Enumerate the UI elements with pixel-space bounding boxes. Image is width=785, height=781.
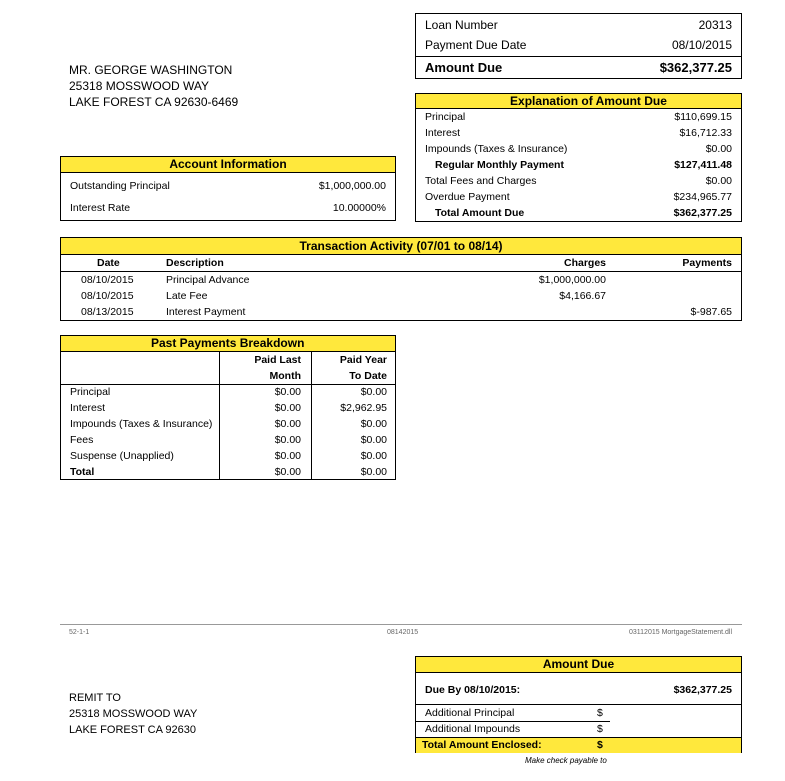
past-ytd: $0.00 <box>360 466 387 478</box>
past-last-month: $0.00 <box>274 402 301 414</box>
borrower-street: 25318 MOSSWOOD WAY <box>69 79 210 93</box>
amount-due-label: Amount Due <box>425 60 503 75</box>
divider <box>416 721 610 722</box>
divider <box>61 384 395 385</box>
divider <box>416 704 741 705</box>
loan-number-label: Loan Number <box>425 18 498 32</box>
txn-charges: $1,000,000.00 <box>538 274 606 286</box>
past-last-month: $0.00 <box>274 466 301 478</box>
coupon-title: Amount Due <box>416 657 741 673</box>
past-label: Impounds (Taxes & Insurance) <box>70 418 213 430</box>
col-header-last-month: Paid Last <box>254 354 301 366</box>
col-header-last-month: Month <box>269 370 301 382</box>
txn-description: Principal Advance <box>166 274 250 286</box>
tear-line <box>60 624 742 625</box>
loan-number: 20313 <box>698 18 732 32</box>
past-label: Principal <box>70 386 111 398</box>
exp-value: $362,377.25 <box>673 207 732 219</box>
explanation-box <box>415 93 742 222</box>
exp-label: Principal <box>425 111 466 123</box>
past-ytd: $0.00 <box>360 434 387 446</box>
explanation-title: Explanation of Amount Due <box>416 94 741 109</box>
exp-value: $0.00 <box>705 143 732 155</box>
remit-address <box>69 690 197 738</box>
txn-date: 08/13/2015 <box>81 306 134 318</box>
txn-description: Late Fee <box>166 290 208 302</box>
exp-label: Regular Monthly Payment <box>435 159 564 171</box>
payment-coupon <box>415 656 742 753</box>
due-by-label: Due By 08/10/2015: <box>425 684 521 696</box>
exp-label: Overdue Payment <box>425 191 510 203</box>
exp-label: Interest <box>425 127 461 139</box>
exp-label: Impounds (Taxes & Insurance) <box>425 143 568 155</box>
past-label: Interest <box>70 402 106 414</box>
exp-label: Total Fees and Charges <box>425 175 537 187</box>
additional-principal-label: Additional Principal <box>425 707 515 719</box>
past-ytd: $0.00 <box>360 450 387 462</box>
exp-value: $234,965.77 <box>673 191 732 203</box>
txn-charges: $4,166.67 <box>559 290 606 302</box>
col-header-description: Description <box>166 257 224 269</box>
col-header-ytd: To Date <box>349 370 387 382</box>
txn-payments: $-987.65 <box>690 306 732 318</box>
total-enclosed-label: Total Amount Enclosed: <box>422 739 542 751</box>
due-by-value: $362,377.25 <box>673 684 732 696</box>
loan-summary-box <box>415 13 742 79</box>
divider <box>61 271 741 272</box>
past-ytd: $0.00 <box>360 418 387 430</box>
txn-date: 08/10/2015 <box>81 274 134 286</box>
past-label: Suspense (Unapplied) <box>70 450 174 462</box>
borrower-city: LAKE FOREST CA 92630-6469 <box>69 95 239 109</box>
remit-line: 25318 MOSSWOOD WAY <box>69 708 198 720</box>
borrower-address <box>69 62 238 110</box>
account-info-value: 10.00000% <box>332 202 386 214</box>
payable-note: Make check payable to <box>525 756 607 765</box>
remit-line: REMIT TO <box>69 692 121 704</box>
past-ytd: $0.00 <box>360 386 387 398</box>
transaction-activity-box <box>60 237 742 321</box>
past-label: Fees <box>70 434 94 446</box>
txn-description: Interest Payment <box>166 306 246 318</box>
account-info-box <box>60 156 396 221</box>
account-info-label: Outstanding Principal <box>70 180 170 192</box>
footer-mid-code: 08142015 <box>387 629 419 636</box>
col-header-payments: Payments <box>682 257 732 269</box>
remit-line: LAKE FOREST CA 92630 <box>69 724 196 736</box>
txn-date: 08/10/2015 <box>81 290 134 302</box>
past-payments-box <box>60 335 396 480</box>
past-last-month: $0.00 <box>274 418 301 430</box>
amount-due-value: $362,377.25 <box>659 60 732 75</box>
footer-right-code: 03112015 MortgageStatement.dll <box>629 629 732 636</box>
past-payments-title: Past Payments Breakdown <box>61 336 395 352</box>
account-info-label: Interest Rate <box>70 202 131 214</box>
past-last-month: $0.00 <box>274 434 301 446</box>
divider <box>416 56 741 57</box>
past-last-month: $0.00 <box>274 386 301 398</box>
exp-label: Total Amount Due <box>435 207 525 219</box>
col-header-charges: Charges <box>563 257 606 269</box>
exp-value: $127,411.48 <box>674 159 732 171</box>
transaction-title: Transaction Activity (07/01 to 08/14) <box>61 238 741 255</box>
account-info-title: Account Information <box>61 157 395 173</box>
col-header-date: Date <box>97 257 120 269</box>
exp-value: $110,699.15 <box>674 111 732 123</box>
additional-impounds-label: Additional Impounds <box>425 723 521 735</box>
dollar-sign: $ <box>597 739 603 751</box>
dollar-sign: $ <box>597 723 603 735</box>
exp-value: $16,712.33 <box>679 127 732 139</box>
past-last-month: $0.00 <box>274 450 301 462</box>
col-header-ytd: Paid Year <box>339 354 387 366</box>
due-date-label: Payment Due Date <box>425 38 527 52</box>
dollar-sign: $ <box>597 707 603 719</box>
account-info-value: $1,000,000.00 <box>318 180 386 192</box>
footer-left-code: 52-1-1 <box>69 629 90 636</box>
exp-value: $0.00 <box>705 175 732 187</box>
borrower-name: MR. GEORGE WASHINGTON <box>69 63 233 77</box>
past-ytd: $2,962.95 <box>340 402 387 414</box>
due-date: 08/10/2015 <box>671 38 732 52</box>
past-label: Total <box>70 466 95 478</box>
